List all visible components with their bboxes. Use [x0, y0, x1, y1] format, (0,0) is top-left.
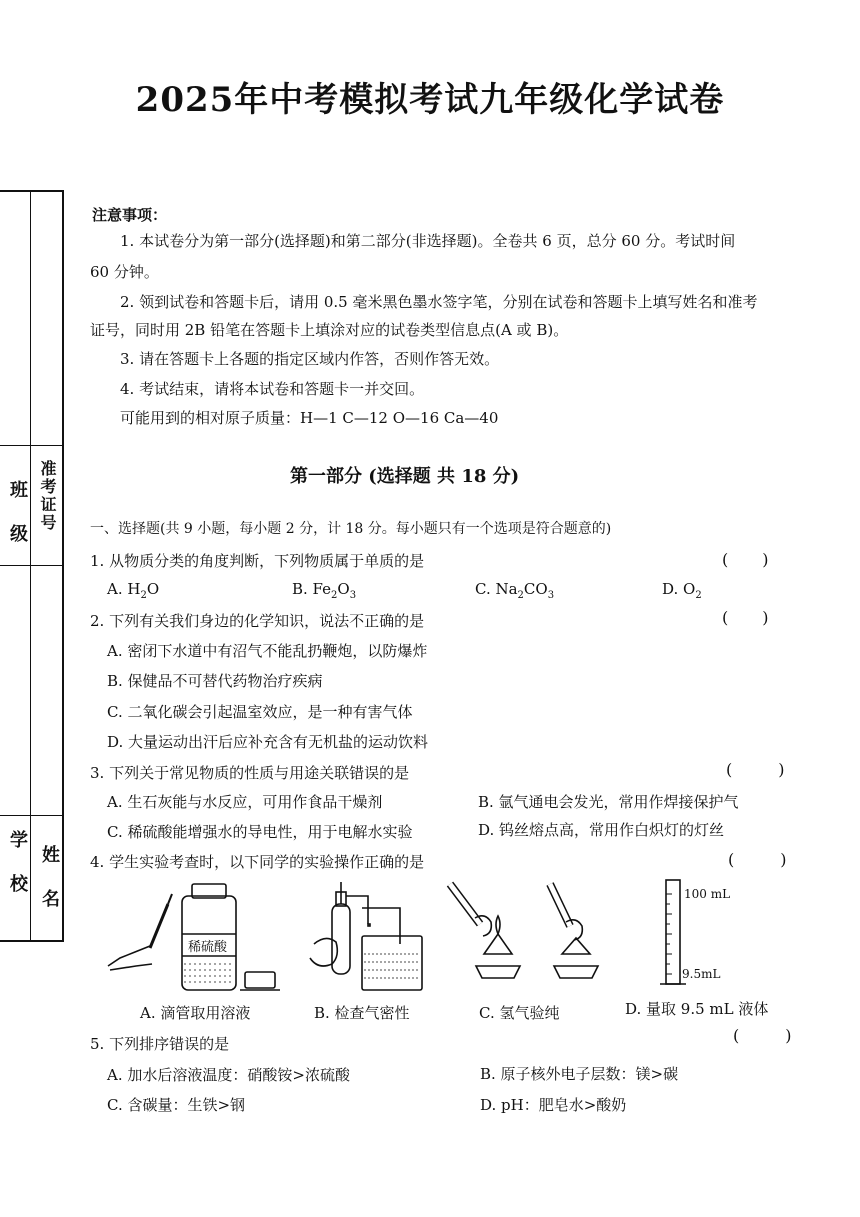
binding-sep-3	[0, 815, 64, 816]
q5-option-a: A. 加水后溶液温度：硝酸铵>浓硫酸	[107, 1066, 350, 1084]
q2-option-a: A. 密闭下水道中有沼气不能乱扔鞭炮，以防爆炸	[107, 642, 428, 660]
name-label: 姓 名	[39, 845, 60, 918]
notice-item-1-cont: 60 分钟。	[90, 263, 159, 281]
q2-option-b: B. 保健品不可替代药物治疗疾病	[107, 672, 323, 690]
q2-answer-paren: ( )	[722, 608, 769, 627]
binding-margin	[0, 190, 64, 942]
figure-c-hydrogen-test	[450, 884, 598, 978]
q4-answer-paren: ( )	[728, 850, 787, 869]
notice-item-2-cont: 证号，同时用 2B 铅笔在答题卡上填涂对应的试卷类型信息点(A 或 B)。	[90, 321, 569, 339]
q5-stem: 5. 下列排序错误的是	[90, 1035, 230, 1053]
notice-item-2: 2. 领到试卷和答题卡后，请用 0.5 毫米黑色墨水签字笔，分别在试卷和答题卡上填写姓名和准考	[120, 293, 758, 311]
binding-top-line	[0, 190, 64, 192]
q5-option-c: C. 含碳量：生铁>钢	[107, 1096, 246, 1114]
binding-bottom-line	[0, 940, 64, 942]
atomic-mass-line: 可能用到的相对原子质量：H—1 C—12 O—16 Ca—40	[120, 409, 499, 427]
q4-caption-c: C. 氢气验纯	[479, 1004, 560, 1022]
bottle-label: 稀硫酸	[188, 940, 228, 955]
notice-item-1: 1. 本试卷分为第一部分(选择题)和第二部分(非选择题)。全卷共 6 页，总分 60 分。考试时间	[120, 232, 736, 250]
q4-stem: 4. 学生实验考查时，以下同学的实验操作正确的是	[90, 853, 425, 871]
cylinder-bottom-label: 9.5mL	[682, 967, 721, 981]
binding-sep-2	[0, 565, 64, 566]
q1-option-b: B. $Fe_2O_3$	[292, 580, 357, 601]
q5-option-d: D. pH：肥皂水>酸奶	[480, 1096, 627, 1114]
exam-id-label: 准考证号	[38, 460, 57, 532]
q2-option-c: C. 二氧化碳会引起温室效应，是一种有害气体	[107, 703, 413, 721]
q1-answer-paren: ( )	[722, 550, 769, 569]
binding-mid-line	[30, 190, 31, 942]
page-title: 2025年中考模拟考试九年级化学试卷	[135, 80, 725, 120]
q4-caption-d: D. 量取 9.5 mL 液体	[625, 1000, 769, 1018]
q1-stem: 1. 从物质分类的角度判断，下列物质属于单质的是	[90, 552, 425, 570]
q3-option-a: A. 生石灰能与水反应，可用作食品干燥剂	[107, 793, 383, 811]
section1-heading: 一、选择题(共 9 小题，每小题 2 分，计 18 分。每小题只有一个选项是符合题意的)	[90, 521, 612, 537]
q2-option-d: D. 大量运动出汗后应补充含有无机盐的运动饮料	[107, 733, 429, 751]
q5-answer-paren: ( )	[733, 1026, 792, 1045]
q5-option-b: B. 原子核外电子层数：镁>碳	[480, 1065, 679, 1083]
school-label: 学 校	[7, 830, 28, 903]
q3-answer-paren: ( )	[726, 760, 785, 779]
q2-stem: 2. 下列有关我们身边的化学知识，说法不正确的是	[90, 612, 425, 630]
part1-heading: 第一部分 (选择题 共 18 分)	[290, 466, 520, 487]
q4-caption-a: A. 滴管取用溶液	[140, 1004, 251, 1022]
q3-option-d: D. 钨丝熔点高，常用作白炽灯的灯丝	[478, 821, 725, 839]
notice-heading: 注意事项：	[92, 206, 168, 224]
cylinder-top-label: 100 mL	[684, 887, 731, 901]
figure-b-airtightness	[310, 882, 422, 990]
class-label: 班 级	[7, 480, 28, 553]
binding-sep-1	[0, 445, 64, 446]
notice-item-3: 3. 请在答题卡上各题的指定区域内作答，否则作答无效。	[120, 350, 500, 368]
q3-stem: 3. 下列关于常见物质的性质与用途关联错误的是	[90, 764, 410, 782]
q3-option-b: B. 氩气通电会发光，常用作焊接保护气	[478, 793, 739, 811]
q4-figures	[100, 874, 800, 994]
q1-option-d: D. $O_2$	[662, 580, 702, 601]
q1-option-a: A. $H_2O$	[107, 580, 160, 601]
q1-option-c: C. $Na_2CO_3$	[475, 580, 555, 601]
q4-caption-b: B. 检查气密性	[314, 1004, 410, 1022]
binding-right-line	[62, 190, 64, 942]
q3-option-c: C. 稀硫酸能增强水的导电性，用于电解水实验	[107, 823, 413, 841]
figure-a-dropper-bottle	[108, 884, 280, 990]
notice-item-4: 4. 考试结束，请将本试卷和答题卡一并交回。	[120, 380, 425, 398]
